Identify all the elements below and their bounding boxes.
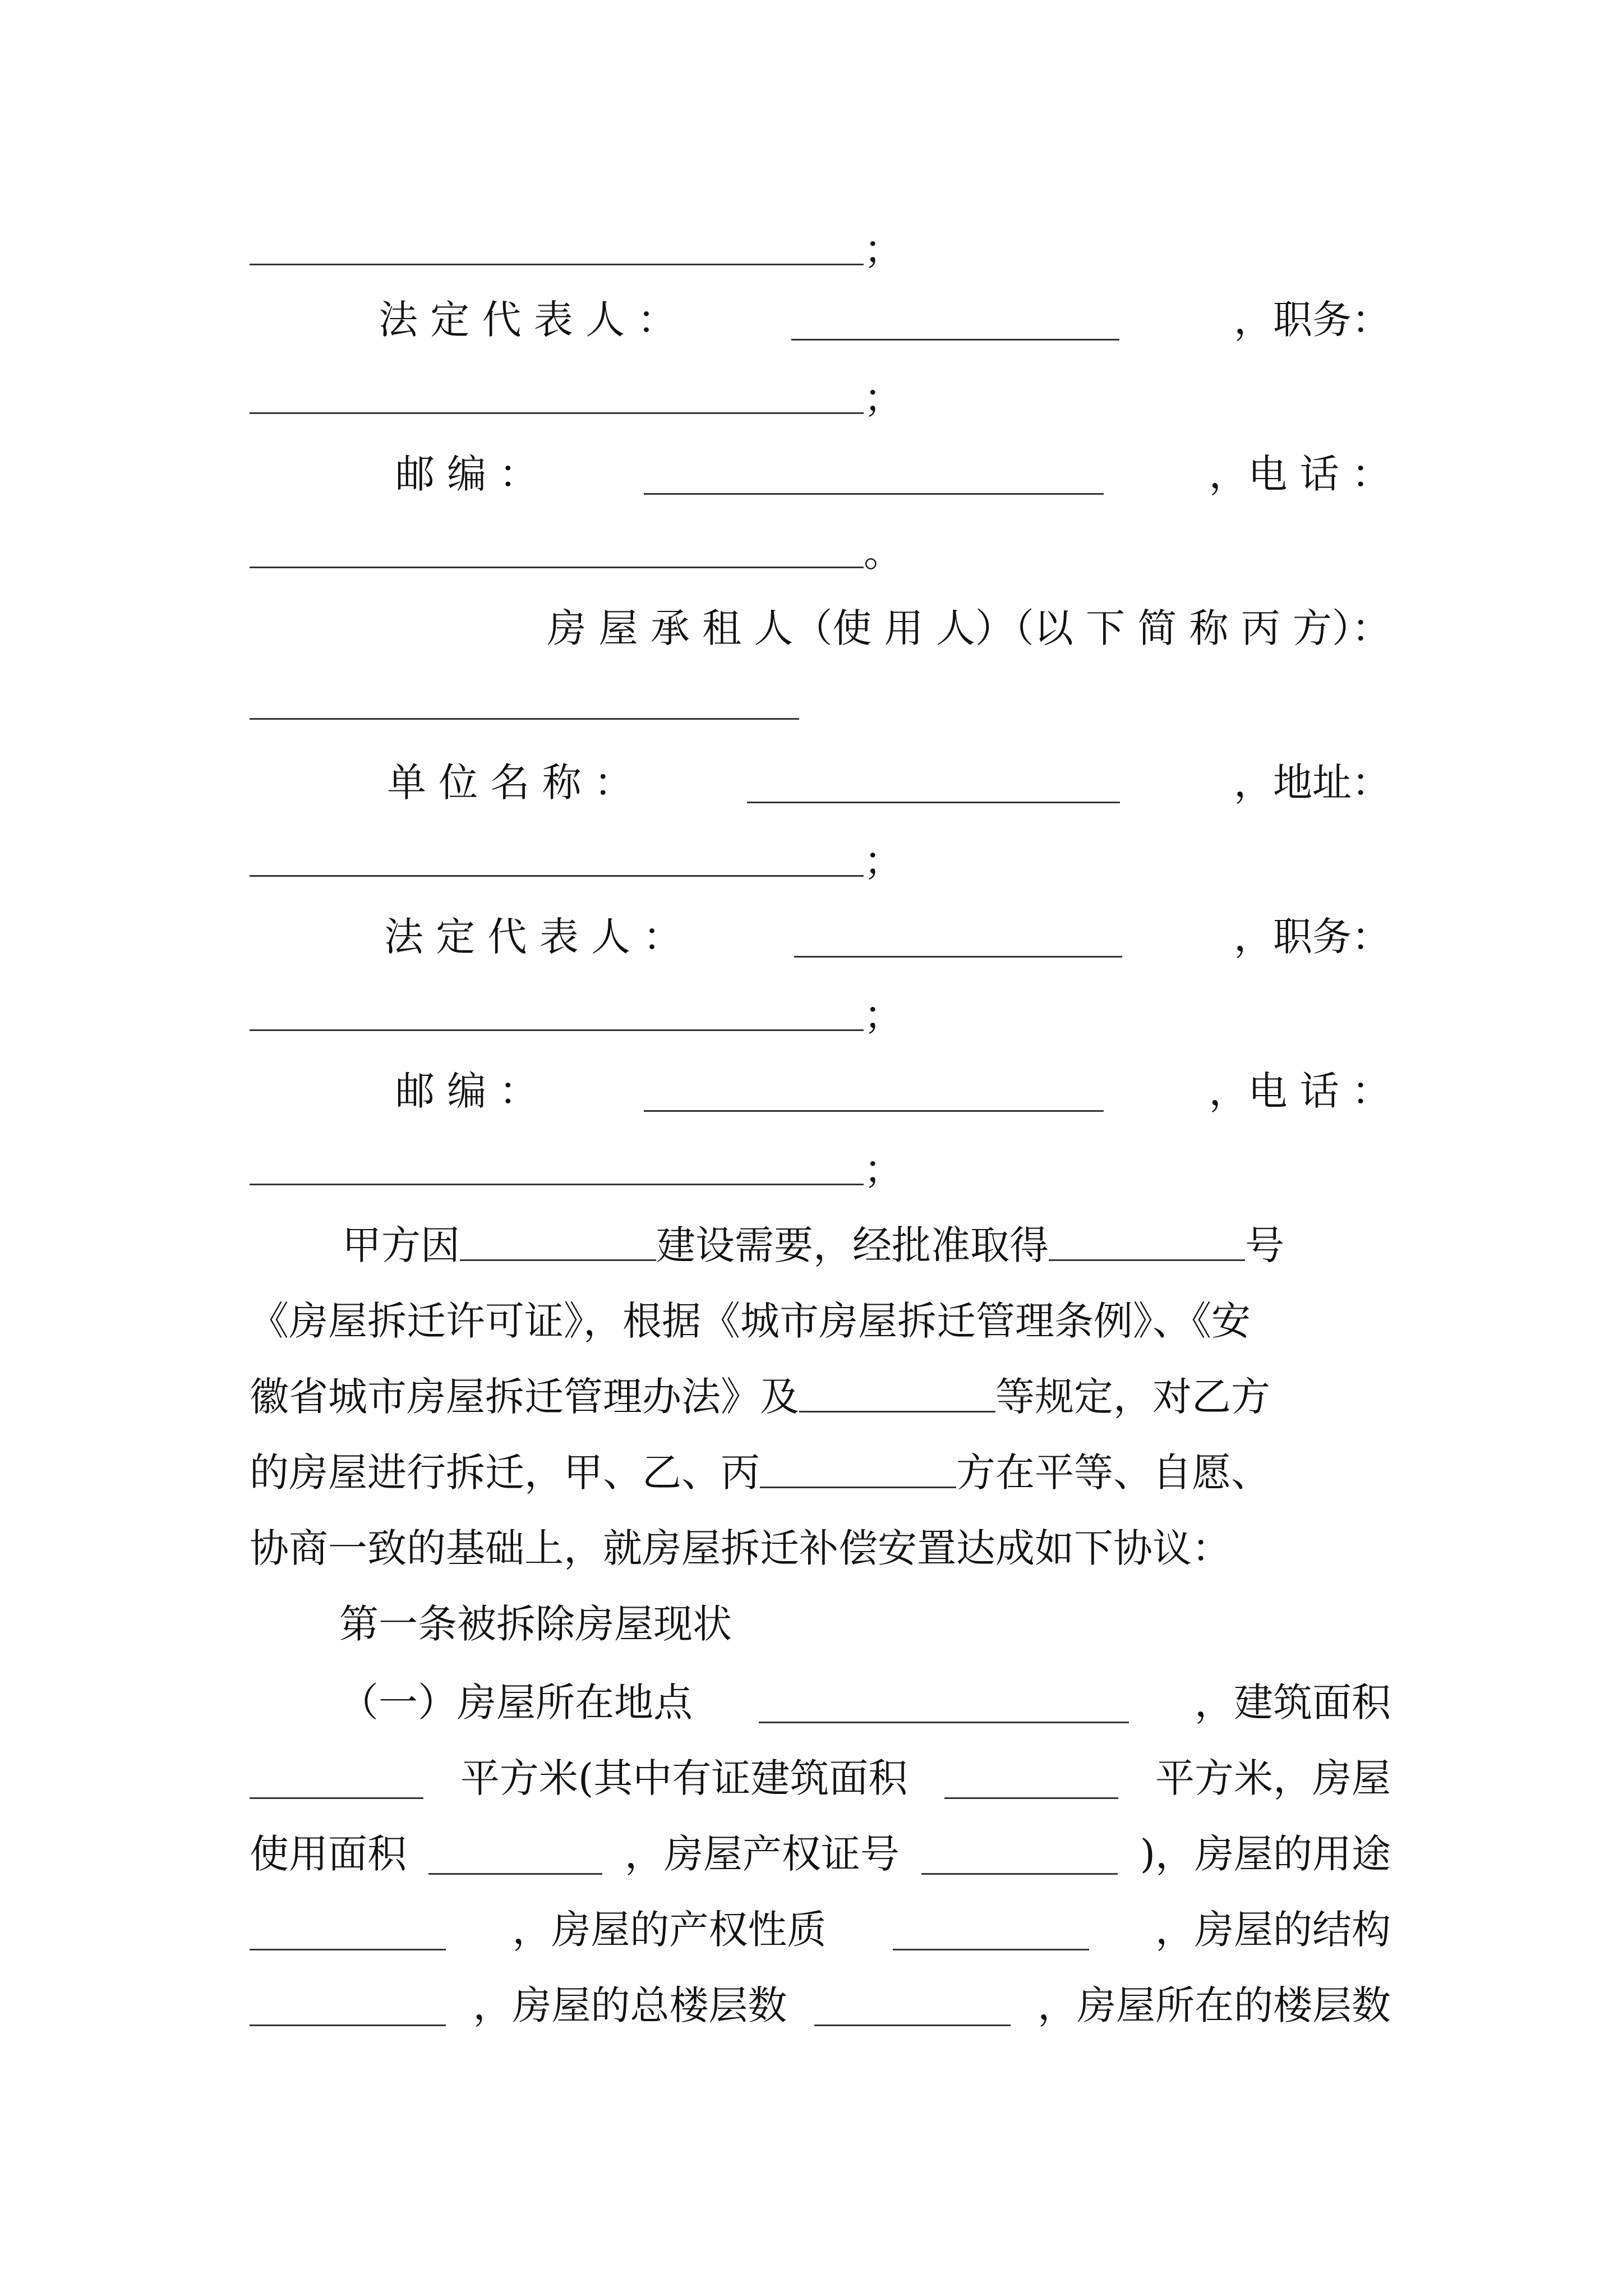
text: 建设需要，经批准取得 [656,1222,1049,1268]
text: ，房屋的总楼层数 [473,1982,787,2028]
blank-line-5 [250,827,1391,895]
punct: 。 [864,530,903,576]
para2-line5 [250,1972,1391,2039]
para1-line3 [250,1363,1391,1430]
blank-postcode[interactable] [644,1071,1104,1112]
text: 甲方因 [342,1222,460,1268]
text: 平方米，房屋 [1155,1755,1391,1801]
blank-line-3 [250,519,1391,586]
blank-certificate-no[interactable] [921,1834,1118,1875]
text: 徽省城市房屋拆迁管理办法》及 [250,1374,799,1420]
para1-line4 [250,1439,1391,1506]
blank-regulations[interactable] [799,1372,995,1412]
blank-parties[interactable] [760,1447,956,1488]
label-legal-rep: 法 定 代 表 人 ： [384,914,683,960]
para2-line1 [250,1669,1391,1736]
blank[interactable] [250,836,864,877]
article1-title [250,1590,1391,1658]
blank[interactable] [250,527,864,568]
para1-line2 [250,1287,1391,1355]
tenant-heading-text: 房 屋 承 租 人（使 用 人）（以 下 简 称 丙 方）： [547,605,1391,651]
blank[interactable] [250,679,799,720]
punct: ； [864,992,903,1038]
blank[interactable] [250,373,864,414]
blank-line-1 [250,216,1391,283]
text: （一）房屋所在地点 [339,1680,693,1726]
para2-line2 [250,1745,1391,1812]
text: 平方米(其中有证建筑面积 [460,1755,908,1801]
text: ，房屋产权证号 [624,1831,900,1877]
unit-name-line [250,749,1391,816]
postcode-line-2 [250,1057,1391,1125]
punct: ； [864,838,903,884]
blank-project[interactable] [460,1220,656,1261]
blank-total-floors[interactable] [814,1985,1011,2026]
blank-unit-name[interactable] [747,762,1120,803]
blank-line-7 [250,1136,1391,1203]
punct: ； [864,1147,903,1193]
label-position: ，职务： [1233,297,1391,343]
blank-usage[interactable] [250,1910,446,1950]
label-address: ，地址： [1233,760,1391,806]
label-phone: ，电 话 ： [1209,1068,1391,1114]
label-phone: ，电 话 ： [1209,451,1391,497]
blank[interactable] [250,224,864,265]
text: 方在平等、自愿、 [956,1450,1270,1496]
blank-usable-area[interactable] [428,1834,602,1875]
blank[interactable] [250,1144,864,1185]
punct: ； [864,227,903,273]
blank-line-6 [250,982,1391,1049]
text: 号 [1245,1222,1284,1268]
blank-line-2 [250,365,1391,432]
text: 协商一致的基础上，就房屋拆迁补偿安置达成如下协议： [250,1525,1231,1571]
text: ，建筑面积 [1195,1680,1391,1726]
label-postcode: 邮 编 ： [395,1068,538,1114]
label-postcode: 邮 编 ： [395,451,538,497]
postcode-line-1 [250,440,1391,508]
text: 《房屋拆迁许可证》，根据《城市房屋拆迁管理条例》、《安 [250,1298,1251,1344]
blank-postcode[interactable] [644,454,1104,495]
text: 等规定，对乙方 [995,1374,1270,1420]
para1-line1 [250,1212,1391,1279]
legal-rep-line-2 [250,903,1391,970]
para2-line4 [250,1896,1391,1963]
article-title: 第一条被拆除房屋现状 [339,1601,732,1647]
legal-rep-line-1 [250,286,1391,353]
label-legal-rep: 法 定 代 表 人 ： [379,297,677,343]
punct: ； [864,375,903,421]
text: )，房屋的用途 [1140,1831,1391,1877]
blank-certified-area[interactable] [944,1758,1118,1799]
para1-line5 [250,1515,1391,1582]
blank-property-nature[interactable] [893,1910,1089,1950]
blank-legal-rep[interactable] [791,300,1119,341]
blank-line-4 [250,670,1391,738]
text: ，房屋的产权性质 [512,1907,827,1953]
label-position: ，职务： [1233,914,1391,960]
blank-building-area[interactable] [250,1758,423,1799]
blank-structure[interactable] [250,1985,446,2026]
text: ，房屋所在的楼层数 [1037,1982,1391,2028]
blank[interactable] [250,990,864,1031]
blank-location[interactable] [759,1682,1129,1723]
text: ，房屋的结构 [1155,1907,1391,1953]
label-unit-name: 单 位 名 称 ： [387,760,634,806]
text: 使用面积 [250,1831,407,1877]
blank-permit-no[interactable] [1049,1220,1245,1261]
text: 的房屋进行拆迁，甲、乙、丙 [250,1450,760,1496]
tenant-heading [250,595,1391,662]
para2-line3 [250,1820,1391,1888]
blank-legal-rep[interactable] [794,917,1122,958]
